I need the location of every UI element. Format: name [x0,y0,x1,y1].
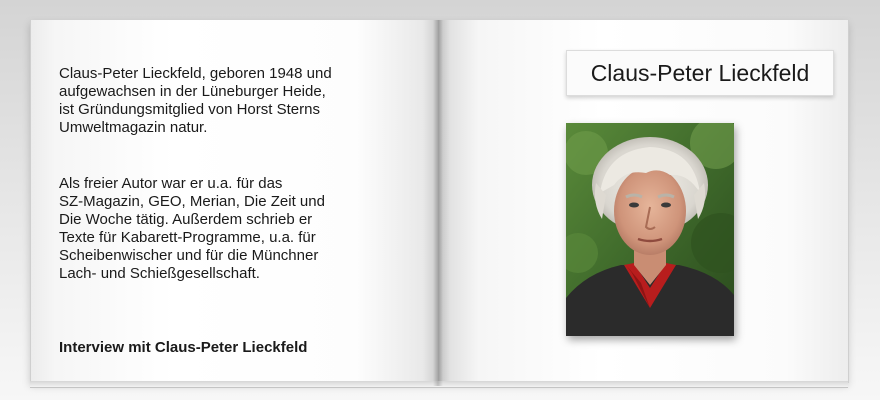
left-page [30,20,439,383]
name-title-box [566,50,834,96]
open-book [30,20,848,383]
right-page [438,20,849,383]
portrait-photo [566,123,734,336]
right-page-edge [438,381,848,388]
left-page-edge [30,381,438,388]
biography-paragraph-2: Als freier Autor war er u.a. für das SZ-Magazin, GEO, Merian, Die Zeit und Die Woche tätig. Außerdem schrieb er Texte für Kabarett-Programme, u.a. für Scheibenwischer und für die Münchner Lach- und Schießgesellschaft. [59,175,325,282]
interview-link[interactable]: Interview mit Claus-Peter Lieckfeld [59,339,308,356]
name-title: Claus-Peter Lieckfeld [590,59,810,86]
book-spine [433,20,443,386]
biography-paragraph-1: Claus-Peter Lieckfeld, geboren 1948 und aufgewachsen in der Lüneburger Heide, ist Gründungsmitglied von Horst Sterns Umweltmagazin natur. [59,65,332,136]
